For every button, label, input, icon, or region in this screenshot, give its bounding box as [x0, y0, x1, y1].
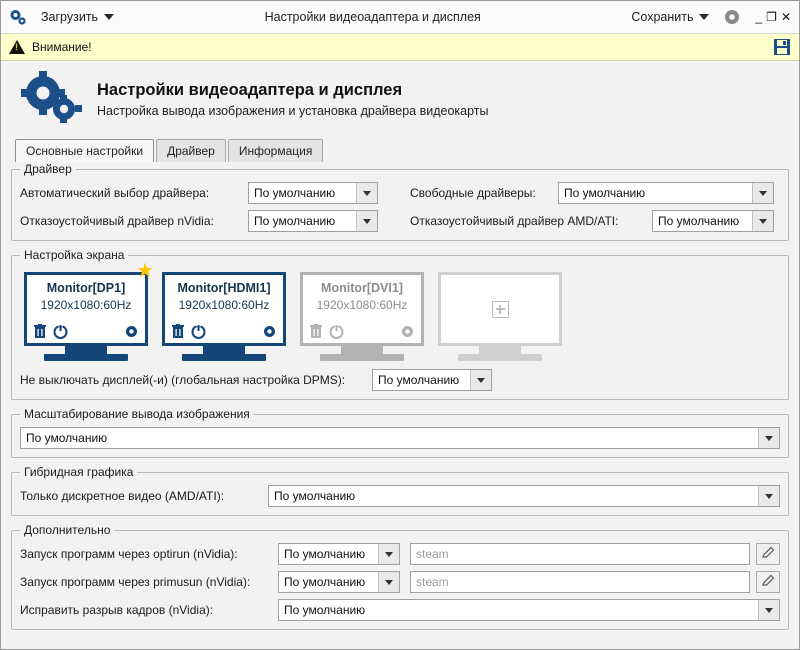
pencil-icon: [762, 546, 775, 562]
monitor-base: [182, 354, 266, 361]
chevron-down-icon[interactable]: [758, 428, 779, 448]
title-bar-right: [625, 6, 793, 28]
chevron-down-icon: [699, 14, 709, 20]
warning-bar: [1, 34, 799, 61]
primusrun-label: Запуск программ через primusun (nVidia):: [20, 575, 251, 589]
tab-main-settings[interactable]: Основные настройки: [15, 139, 154, 162]
optirun-select[interactable]: [278, 543, 400, 565]
maximize-button[interactable]: ❐: [766, 10, 777, 24]
power-icon[interactable]: [53, 324, 68, 339]
save-menu-button[interactable]: [625, 7, 715, 27]
chevron-down-icon[interactable]: [758, 600, 779, 620]
nvidia-fallback-label: Отказоустойчивый драйвер nVidia:: [20, 214, 214, 228]
page-subtitle: Настройка вывода изображения и установка драйвера видеокарты: [97, 104, 489, 118]
chevron-down-icon[interactable]: [470, 370, 491, 390]
amd-fallback-select[interactable]: [652, 210, 774, 232]
dpms-select[interactable]: [372, 369, 492, 391]
monitor-card[interactable]: [162, 272, 286, 361]
amd-fallback-value: По умолчанию: [658, 214, 740, 228]
monitor-screen: [162, 272, 286, 346]
primusrun-edit-button[interactable]: [756, 571, 780, 593]
page-header: [1, 61, 799, 132]
monitor-icon-row: [171, 324, 277, 343]
warning-triangle-icon: [9, 40, 25, 54]
monitor-resolution: 1920x1080:60Hz: [40, 298, 132, 312]
hybrid-value: По умолчанию: [274, 489, 356, 503]
trash-icon[interactable]: [309, 324, 323, 339]
free-drivers-select[interactable]: [558, 182, 774, 204]
scaling-group: [11, 407, 789, 458]
screen-group: [11, 248, 789, 400]
gear-icon[interactable]: [262, 324, 277, 339]
monitor-base: [458, 354, 542, 361]
primusrun-select[interactable]: [278, 571, 400, 593]
driver-group: [11, 162, 789, 241]
chevron-down-icon[interactable]: [356, 183, 377, 203]
scaling-value: По умолчанию: [26, 431, 108, 445]
tearing-label: Исправить разрыв кадров (nVidia):: [20, 603, 214, 617]
title-bar: [1, 1, 799, 34]
scaling-select[interactable]: [20, 427, 780, 449]
optirun-label: Запуск программ через optirun (nVidia):: [20, 547, 238, 561]
monitor-resolution: 1920x1080:60Hz: [178, 298, 270, 312]
monitor-screen: [300, 272, 424, 346]
optirun-input-placeholder: steam: [416, 547, 449, 561]
hybrid-group-legend: Гибридная графика: [24, 465, 134, 479]
primary-star-icon: ★: [136, 260, 154, 282]
monitor-stand: [203, 346, 245, 354]
auto-driver-label: Автоматический выбор драйвера:: [20, 186, 210, 200]
primusrun-value: По умолчанию: [284, 575, 366, 589]
plus-icon[interactable]: [492, 301, 509, 318]
monitor-icon-row: [309, 324, 415, 343]
chevron-down-icon[interactable]: [356, 211, 377, 231]
gears-icon: [7, 6, 29, 28]
auto-driver-select[interactable]: [248, 182, 378, 204]
screen-group-legend: Настройка экрана: [24, 248, 125, 262]
monitor-stand: [65, 346, 107, 354]
primusrun-input-placeholder: steam: [416, 575, 449, 589]
gear-icon[interactable]: [124, 324, 139, 339]
monitor-name: Monitor[HDMI1]: [177, 281, 271, 295]
tab-information[interactable]: Информация: [228, 139, 323, 162]
driver-group-legend: Драйвер: [24, 162, 72, 176]
tearing-select[interactable]: [278, 599, 780, 621]
primusrun-input[interactable]: [410, 571, 750, 593]
extra-group-legend: Дополнительно: [24, 523, 111, 537]
load-menu-button[interactable]: [35, 7, 120, 27]
chevron-down-icon[interactable]: [378, 544, 399, 564]
driver-row-2: [20, 210, 780, 232]
trash-icon[interactable]: [33, 324, 47, 339]
primusrun-row: [20, 571, 780, 593]
monitor-screen: [24, 272, 148, 346]
page-title: Настройки видеоадаптера и дисплея: [97, 81, 403, 99]
monitor-list: [20, 260, 780, 369]
main-content: [1, 162, 799, 649]
chevron-down-icon[interactable]: [752, 211, 773, 231]
save-menu-label: Сохранить: [631, 10, 694, 24]
dpms-row: [20, 369, 780, 391]
tab-bar: [1, 132, 799, 162]
monitor-stand: [479, 346, 521, 354]
free-drivers-label: Свободные драйверы:: [410, 186, 536, 200]
power-icon[interactable]: [191, 324, 206, 339]
monitor-icon-row: [33, 324, 139, 343]
monitor-name: Monitor[DVI1]: [321, 281, 403, 295]
chevron-down-icon[interactable]: [378, 572, 399, 592]
trash-icon[interactable]: [171, 324, 185, 339]
driver-row-1: [20, 182, 780, 204]
hybrid-row: [20, 485, 780, 507]
auto-driver-value: По умолчанию: [254, 186, 336, 200]
monitor-resolution: 1920x1080:60Hz: [316, 298, 408, 312]
tearing-value: По умолчанию: [284, 603, 366, 617]
pencil-icon: [762, 574, 775, 590]
optirun-value: По умолчанию: [284, 547, 366, 561]
dpms-value: По умолчанию: [378, 373, 460, 387]
tab-driver[interactable]: Драйвер: [156, 139, 226, 162]
free-drivers-value: По умолчанию: [564, 186, 646, 200]
gear-icon[interactable]: [721, 6, 743, 28]
hybrid-label: Только дискретное видео (AMD/ATI):: [20, 489, 225, 503]
monitor-base: [44, 354, 128, 361]
monitor-name: Monitor[DP1]: [46, 281, 126, 295]
nvidia-fallback-value: По умолчанию: [254, 214, 336, 228]
chevron-down-icon: [104, 14, 114, 20]
nvidia-fallback-select[interactable]: [248, 210, 378, 232]
scaling-group-legend: Масштабирование вывода изображения: [24, 407, 250, 421]
amd-fallback-label: Отказоустойчивый драйвер AMD/ATI:: [410, 214, 619, 228]
optirun-edit-button[interactable]: [756, 543, 780, 565]
monitor-stand: [341, 346, 383, 354]
hybrid-graphics-group: [11, 465, 789, 516]
optirun-row: [20, 543, 780, 565]
extra-group: [11, 523, 789, 630]
dpms-label: Не выключать дисплей(-и) (глобальная настройка DPMS):: [20, 373, 346, 387]
monitor-add-slot[interactable]: [438, 272, 562, 361]
power-icon[interactable]: [329, 324, 344, 339]
gears-icon: [19, 71, 83, 128]
chevron-down-icon[interactable]: [758, 486, 779, 506]
close-button[interactable]: ✕: [780, 10, 791, 24]
title-bar-left: [7, 6, 120, 28]
floppy-save-icon[interactable]: [773, 38, 791, 56]
header-text: [97, 81, 489, 118]
monitor-base: [320, 354, 404, 361]
hybrid-select[interactable]: [268, 485, 780, 507]
window-title: Настройки видеоадаптера и дисплея: [264, 10, 481, 24]
load-menu-label: Загрузить: [41, 10, 99, 24]
tearing-row: [20, 599, 780, 621]
chevron-down-icon[interactable]: [752, 183, 773, 203]
monitor-card[interactable]: [24, 260, 154, 361]
monitor-card[interactable]: [300, 272, 424, 361]
monitor-screen-empty: [438, 272, 562, 346]
gear-icon[interactable]: [400, 324, 415, 339]
window-buttons: [755, 12, 791, 22]
minimize-button[interactable]: _: [755, 10, 763, 24]
optirun-input[interactable]: [410, 543, 750, 565]
warning-text: Внимание!: [32, 40, 92, 54]
